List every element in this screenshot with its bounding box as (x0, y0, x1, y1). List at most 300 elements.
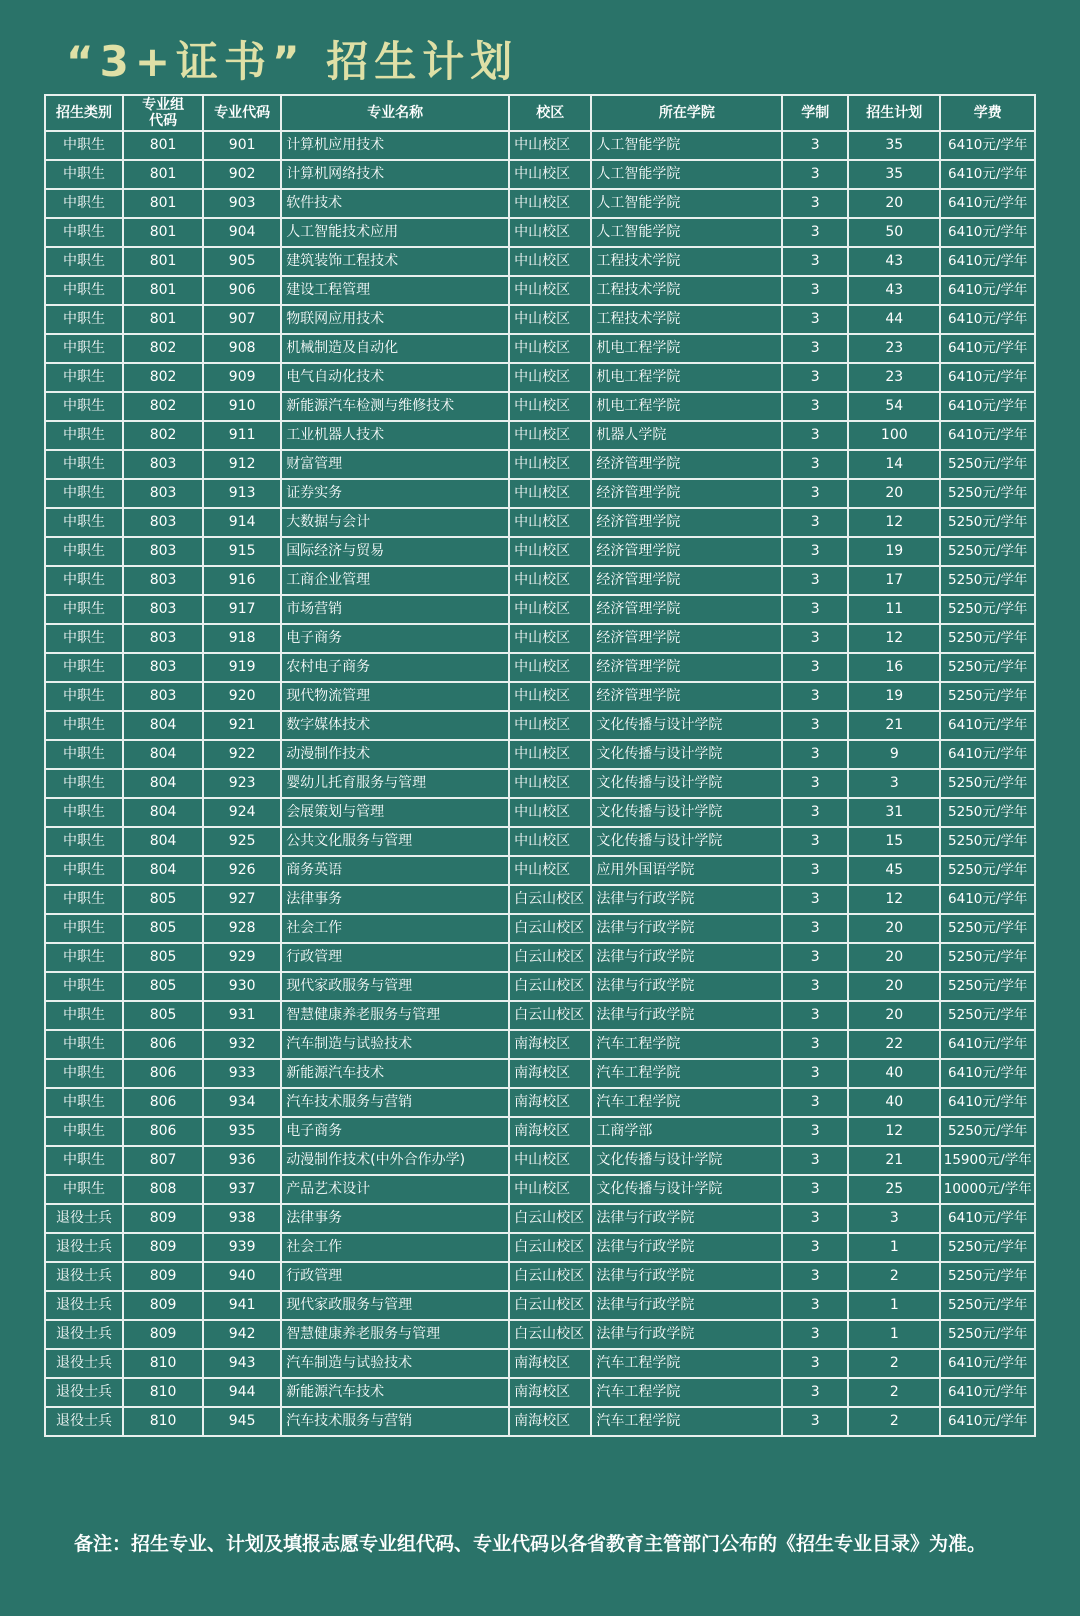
cell-campus: 白云山校区 (509, 972, 591, 1001)
cell-duration: 3 (782, 1001, 848, 1030)
table-row (45, 914, 1035, 943)
cell-college: 工程技术学院 (591, 276, 782, 305)
cell-campus: 中山校区 (509, 798, 591, 827)
cell-category: 中职生 (45, 218, 123, 247)
cell-major-name: 建筑装饰工程技术 (281, 247, 509, 276)
cell-college: 汽车工程学院 (591, 1030, 782, 1059)
table-row (45, 682, 1035, 711)
cell-category: 中职生 (45, 1030, 123, 1059)
cell-category: 退役士兵 (45, 1378, 123, 1407)
cell-plan: 35 (848, 160, 940, 189)
cell-duration: 3 (782, 276, 848, 305)
header-major-code: 专业代码 (203, 95, 281, 131)
cell-duration: 3 (782, 682, 848, 711)
cell-major-code: 902 (203, 160, 281, 189)
table-row (45, 1030, 1035, 1059)
cell-group-code: 802 (123, 392, 203, 421)
table-row (45, 595, 1035, 624)
footnote: 备注：招生专业、计划及填报志愿专业组代码、专业代码以各省教育主管部门公布的《招生专业目录》为准。 (74, 1533, 987, 1555)
cell-category: 中职生 (45, 1175, 123, 1204)
cell-group-code: 802 (123, 334, 203, 363)
cell-duration: 3 (782, 1204, 848, 1233)
cell-major-code: 906 (203, 276, 281, 305)
cell-duration: 3 (782, 653, 848, 682)
cell-campus: 中山校区 (509, 305, 591, 334)
cell-major-name: 计算机网络技术 (281, 160, 509, 189)
cell-group-code: 809 (123, 1233, 203, 1262)
cell-fee: 15900元/学年 (940, 1146, 1035, 1175)
cell-group-code: 801 (123, 218, 203, 247)
header-fee: 学费 (940, 95, 1035, 131)
cell-fee: 6410元/学年 (940, 189, 1035, 218)
table-row (45, 566, 1035, 595)
cell-college: 工商学部 (591, 1117, 782, 1146)
cell-major-name: 新能源汽车技术 (281, 1378, 509, 1407)
cell-campus: 中山校区 (509, 624, 591, 653)
cell-fee: 5250元/学年 (940, 798, 1035, 827)
cell-major-name: 国际经济与贸易 (281, 537, 509, 566)
cell-major-name: 社会工作 (281, 1233, 509, 1262)
cell-major-code: 917 (203, 595, 281, 624)
cell-category: 中职生 (45, 247, 123, 276)
cell-campus: 中山校区 (509, 1175, 591, 1204)
cell-college: 文化传播与设计学院 (591, 769, 782, 798)
cell-campus: 南海校区 (509, 1349, 591, 1378)
cell-college: 法律与行政学院 (591, 972, 782, 1001)
cell-category: 中职生 (45, 972, 123, 1001)
cell-plan: 43 (848, 276, 940, 305)
cell-plan: 19 (848, 537, 940, 566)
cell-campus: 中山校区 (509, 566, 591, 595)
table-row (45, 479, 1035, 508)
cell-campus: 中山校区 (509, 421, 591, 450)
cell-plan: 20 (848, 943, 940, 972)
cell-major-code: 929 (203, 943, 281, 972)
cell-major-code: 936 (203, 1146, 281, 1175)
cell-campus: 南海校区 (509, 1088, 591, 1117)
cell-major-code: 916 (203, 566, 281, 595)
cell-campus: 南海校区 (509, 1378, 591, 1407)
cell-campus: 白云山校区 (509, 1204, 591, 1233)
cell-group-code: 804 (123, 769, 203, 798)
table-row (45, 392, 1035, 421)
cell-duration: 3 (782, 450, 848, 479)
cell-major-code: 904 (203, 218, 281, 247)
cell-plan: 20 (848, 189, 940, 218)
table-row (45, 1001, 1035, 1030)
cell-group-code: 804 (123, 798, 203, 827)
cell-duration: 3 (782, 856, 848, 885)
cell-category: 中职生 (45, 392, 123, 421)
cell-campus: 白云山校区 (509, 1262, 591, 1291)
cell-major-name: 法律事务 (281, 885, 509, 914)
cell-major-name: 汽车制造与试验技术 (281, 1030, 509, 1059)
cell-duration: 3 (782, 740, 848, 769)
table-row (45, 1175, 1035, 1204)
cell-category: 退役士兵 (45, 1233, 123, 1262)
cell-fee: 6410元/学年 (940, 334, 1035, 363)
cell-college: 机电工程学院 (591, 334, 782, 363)
cell-major-code: 915 (203, 537, 281, 566)
cell-campus: 白云山校区 (509, 914, 591, 943)
cell-category: 中职生 (45, 160, 123, 189)
cell-category: 中职生 (45, 131, 123, 160)
cell-college: 汽车工程学院 (591, 1407, 782, 1436)
cell-group-code: 804 (123, 827, 203, 856)
cell-major-code: 937 (203, 1175, 281, 1204)
cell-plan: 50 (848, 218, 940, 247)
cell-category: 中职生 (45, 537, 123, 566)
cell-fee: 5250元/学年 (940, 972, 1035, 1001)
cell-campus: 白云山校区 (509, 1001, 591, 1030)
cell-duration: 3 (782, 160, 848, 189)
cell-college: 人工智能学院 (591, 160, 782, 189)
cell-campus: 中山校区 (509, 247, 591, 276)
cell-campus: 中山校区 (509, 740, 591, 769)
header-group-code-text: 专业组代码 (142, 97, 185, 129)
cell-college: 经济管理学院 (591, 566, 782, 595)
cell-category: 退役士兵 (45, 1291, 123, 1320)
cell-campus: 中山校区 (509, 218, 591, 247)
cell-plan: 1 (848, 1320, 940, 1349)
cell-college: 经济管理学院 (591, 508, 782, 537)
cell-category: 中职生 (45, 276, 123, 305)
cell-major-name: 市场营销 (281, 595, 509, 624)
cell-fee: 5250元/学年 (940, 914, 1035, 943)
cell-major-name: 婴幼儿托育服务与管理 (281, 769, 509, 798)
cell-category: 中职生 (45, 682, 123, 711)
cell-plan: 22 (848, 1030, 940, 1059)
cell-major-name: 产品艺术设计 (281, 1175, 509, 1204)
cell-major-name: 财富管理 (281, 450, 509, 479)
cell-college: 文化传播与设计学院 (591, 740, 782, 769)
page-title: “3+证书” 招生计划 (66, 37, 519, 86)
cell-duration: 3 (782, 624, 848, 653)
cell-duration: 3 (782, 566, 848, 595)
cell-category: 退役士兵 (45, 1407, 123, 1436)
cell-college: 人工智能学院 (591, 131, 782, 160)
cell-fee: 5250元/学年 (940, 653, 1035, 682)
cell-group-code: 809 (123, 1262, 203, 1291)
cell-category: 中职生 (45, 1088, 123, 1117)
cell-duration: 3 (782, 943, 848, 972)
cell-major-code: 903 (203, 189, 281, 218)
cell-group-code: 809 (123, 1204, 203, 1233)
cell-campus: 中山校区 (509, 827, 591, 856)
cell-campus: 中山校区 (509, 711, 591, 740)
cell-duration: 3 (782, 1233, 848, 1262)
table-row (45, 1117, 1035, 1146)
header-college: 所在学院 (591, 95, 782, 131)
table-row (45, 247, 1035, 276)
cell-college: 法律与行政学院 (591, 914, 782, 943)
cell-plan: 40 (848, 1088, 940, 1117)
cell-duration: 3 (782, 711, 848, 740)
cell-major-name: 建设工程管理 (281, 276, 509, 305)
cell-plan: 54 (848, 392, 940, 421)
cell-major-code: 914 (203, 508, 281, 537)
cell-duration: 3 (782, 247, 848, 276)
cell-major-name: 电气自动化技术 (281, 363, 509, 392)
table-row (45, 1320, 1035, 1349)
cell-college: 经济管理学院 (591, 653, 782, 682)
cell-fee: 6410元/学年 (940, 1088, 1035, 1117)
cell-campus: 中山校区 (509, 479, 591, 508)
cell-college: 人工智能学院 (591, 218, 782, 247)
cell-major-code: 935 (203, 1117, 281, 1146)
table-row (45, 653, 1035, 682)
cell-fee: 6410元/学年 (940, 363, 1035, 392)
cell-major-code: 934 (203, 1088, 281, 1117)
cell-duration: 3 (782, 508, 848, 537)
header-group-code (123, 95, 203, 131)
cell-major-code: 913 (203, 479, 281, 508)
cell-plan: 23 (848, 334, 940, 363)
cell-category: 退役士兵 (45, 1262, 123, 1291)
cell-plan: 15 (848, 827, 940, 856)
cell-duration: 3 (782, 1088, 848, 1117)
table-row (45, 450, 1035, 479)
cell-major-name: 人工智能技术应用 (281, 218, 509, 247)
cell-major-name: 农村电子商务 (281, 653, 509, 682)
table-row (45, 769, 1035, 798)
cell-major-code: 922 (203, 740, 281, 769)
cell-fee: 5250元/学年 (940, 450, 1035, 479)
cell-major-name: 大数据与会计 (281, 508, 509, 537)
cell-category: 中职生 (45, 885, 123, 914)
cell-category: 中职生 (45, 769, 123, 798)
table-row (45, 798, 1035, 827)
cell-plan: 3 (848, 1204, 940, 1233)
cell-category: 中职生 (45, 856, 123, 885)
cell-fee: 5250元/学年 (940, 537, 1035, 566)
cell-group-code: 804 (123, 740, 203, 769)
cell-plan: 35 (848, 131, 940, 160)
table-row (45, 1233, 1035, 1262)
cell-duration: 3 (782, 972, 848, 1001)
cell-major-code: 905 (203, 247, 281, 276)
cell-group-code: 805 (123, 1001, 203, 1030)
cell-college: 机器人学院 (591, 421, 782, 450)
cell-college: 应用外国语学院 (591, 856, 782, 885)
cell-category: 中职生 (45, 740, 123, 769)
cell-college: 经济管理学院 (591, 595, 782, 624)
table-row (45, 1146, 1035, 1175)
cell-campus: 中山校区 (509, 392, 591, 421)
cell-plan: 3 (848, 769, 940, 798)
table-row (45, 1262, 1035, 1291)
cell-college: 文化传播与设计学院 (591, 1146, 782, 1175)
cell-plan: 14 (848, 450, 940, 479)
cell-category: 中职生 (45, 450, 123, 479)
cell-major-code: 931 (203, 1001, 281, 1030)
cell-major-code: 912 (203, 450, 281, 479)
cell-duration: 3 (782, 885, 848, 914)
header-category: 招生类别 (45, 95, 123, 131)
cell-plan: 45 (848, 856, 940, 885)
cell-fee: 6410元/学年 (940, 740, 1035, 769)
table-row (45, 305, 1035, 334)
cell-category: 中职生 (45, 653, 123, 682)
cell-category: 中职生 (45, 1059, 123, 1088)
cell-fee: 6410元/学年 (940, 218, 1035, 247)
cell-fee: 6410元/学年 (940, 1030, 1035, 1059)
cell-campus: 中山校区 (509, 653, 591, 682)
cell-group-code: 803 (123, 595, 203, 624)
cell-fee: 5250元/学年 (940, 566, 1035, 595)
cell-major-code: 921 (203, 711, 281, 740)
cell-college: 法律与行政学院 (591, 943, 782, 972)
cell-plan: 43 (848, 247, 940, 276)
cell-group-code: 805 (123, 943, 203, 972)
cell-college: 经济管理学院 (591, 537, 782, 566)
table-row (45, 276, 1035, 305)
cell-category: 中职生 (45, 1146, 123, 1175)
enrollment-table-wrapper (44, 94, 1036, 1437)
cell-fee: 5250元/学年 (940, 479, 1035, 508)
cell-plan: 2 (848, 1378, 940, 1407)
cell-college: 工程技术学院 (591, 305, 782, 334)
cell-group-code: 803 (123, 479, 203, 508)
table-row (45, 885, 1035, 914)
cell-college: 汽车工程学院 (591, 1059, 782, 1088)
cell-fee: 6410元/学年 (940, 1204, 1035, 1233)
cell-category: 退役士兵 (45, 1349, 123, 1378)
cell-duration: 3 (782, 1030, 848, 1059)
cell-group-code: 801 (123, 189, 203, 218)
cell-category: 退役士兵 (45, 1204, 123, 1233)
table-row (45, 421, 1035, 450)
cell-category: 中职生 (45, 508, 123, 537)
cell-college: 法律与行政学院 (591, 1001, 782, 1030)
cell-plan: 44 (848, 305, 940, 334)
cell-group-code: 801 (123, 160, 203, 189)
cell-duration: 3 (782, 1262, 848, 1291)
cell-group-code: 806 (123, 1088, 203, 1117)
cell-major-code: 942 (203, 1320, 281, 1349)
cell-duration: 3 (782, 1291, 848, 1320)
cell-category: 中职生 (45, 479, 123, 508)
cell-fee: 5250元/学年 (940, 1262, 1035, 1291)
cell-duration: 3 (782, 1175, 848, 1204)
cell-fee: 6410元/学年 (940, 276, 1035, 305)
cell-fee: 5250元/学年 (940, 1001, 1035, 1030)
table-row (45, 508, 1035, 537)
cell-group-code: 809 (123, 1291, 203, 1320)
cell-fee: 6410元/学年 (940, 1378, 1035, 1407)
cell-group-code: 801 (123, 131, 203, 160)
table-row (45, 711, 1035, 740)
cell-campus: 白云山校区 (509, 1291, 591, 1320)
cell-college: 文化传播与设计学院 (591, 1175, 782, 1204)
cell-campus: 中山校区 (509, 508, 591, 537)
cell-group-code: 810 (123, 1378, 203, 1407)
cell-plan: 2 (848, 1407, 940, 1436)
table-row (45, 537, 1035, 566)
cell-major-code: 927 (203, 885, 281, 914)
cell-plan: 12 (848, 508, 940, 537)
cell-fee: 10000元/学年 (940, 1175, 1035, 1204)
cell-group-code: 805 (123, 914, 203, 943)
cell-duration: 3 (782, 189, 848, 218)
cell-duration: 3 (782, 334, 848, 363)
cell-group-code: 802 (123, 363, 203, 392)
cell-campus: 中山校区 (509, 856, 591, 885)
cell-duration: 3 (782, 479, 848, 508)
cell-plan: 12 (848, 624, 940, 653)
cell-plan: 1 (848, 1291, 940, 1320)
table-row (45, 131, 1035, 160)
cell-college: 机电工程学院 (591, 392, 782, 421)
cell-major-code: 928 (203, 914, 281, 943)
table-row (45, 1349, 1035, 1378)
cell-fee: 6410元/学年 (940, 1407, 1035, 1436)
cell-group-code: 806 (123, 1059, 203, 1088)
cell-major-name: 机械制造及自动化 (281, 334, 509, 363)
cell-major-name: 现代物流管理 (281, 682, 509, 711)
cell-fee: 5250元/学年 (940, 1291, 1035, 1320)
header-major-name: 专业名称 (281, 95, 509, 131)
cell-college: 人工智能学院 (591, 189, 782, 218)
cell-group-code: 801 (123, 276, 203, 305)
cell-major-name: 新能源汽车检测与维修技术 (281, 392, 509, 421)
cell-plan: 9 (848, 740, 940, 769)
cell-campus: 中山校区 (509, 276, 591, 305)
cell-major-code: 909 (203, 363, 281, 392)
cell-category: 中职生 (45, 334, 123, 363)
cell-major-name: 汽车技术服务与营销 (281, 1088, 509, 1117)
cell-major-code: 925 (203, 827, 281, 856)
cell-group-code: 803 (123, 537, 203, 566)
cell-plan: 11 (848, 595, 940, 624)
cell-group-code: 801 (123, 247, 203, 276)
cell-fee: 5250元/学年 (940, 1117, 1035, 1146)
cell-campus: 南海校区 (509, 1117, 591, 1146)
cell-plan: 20 (848, 914, 940, 943)
cell-group-code: 807 (123, 1146, 203, 1175)
cell-campus: 白云山校区 (509, 885, 591, 914)
cell-campus: 中山校区 (509, 1146, 591, 1175)
cell-major-code: 920 (203, 682, 281, 711)
cell-fee: 5250元/学年 (940, 943, 1035, 972)
cell-major-code: 930 (203, 972, 281, 1001)
cell-college: 法律与行政学院 (591, 1262, 782, 1291)
cell-college: 汽车工程学院 (591, 1088, 782, 1117)
cell-major-code: 945 (203, 1407, 281, 1436)
cell-campus: 中山校区 (509, 160, 591, 189)
cell-major-code: 940 (203, 1262, 281, 1291)
cell-group-code: 804 (123, 711, 203, 740)
cell-category: 中职生 (45, 624, 123, 653)
table-row (45, 740, 1035, 769)
cell-plan: 1 (848, 1233, 940, 1262)
cell-college: 机电工程学院 (591, 363, 782, 392)
cell-fee: 6410元/学年 (940, 247, 1035, 276)
cell-major-code: 926 (203, 856, 281, 885)
cell-college: 经济管理学院 (591, 682, 782, 711)
header-campus: 校区 (509, 95, 591, 131)
cell-major-code: 910 (203, 392, 281, 421)
cell-fee: 5250元/学年 (940, 827, 1035, 856)
cell-group-code: 806 (123, 1030, 203, 1059)
cell-category: 中职生 (45, 595, 123, 624)
cell-plan: 19 (848, 682, 940, 711)
table-row (45, 827, 1035, 856)
cell-duration: 3 (782, 827, 848, 856)
cell-major-code: 911 (203, 421, 281, 450)
cell-major-name: 社会工作 (281, 914, 509, 943)
cell-campus: 白云山校区 (509, 943, 591, 972)
